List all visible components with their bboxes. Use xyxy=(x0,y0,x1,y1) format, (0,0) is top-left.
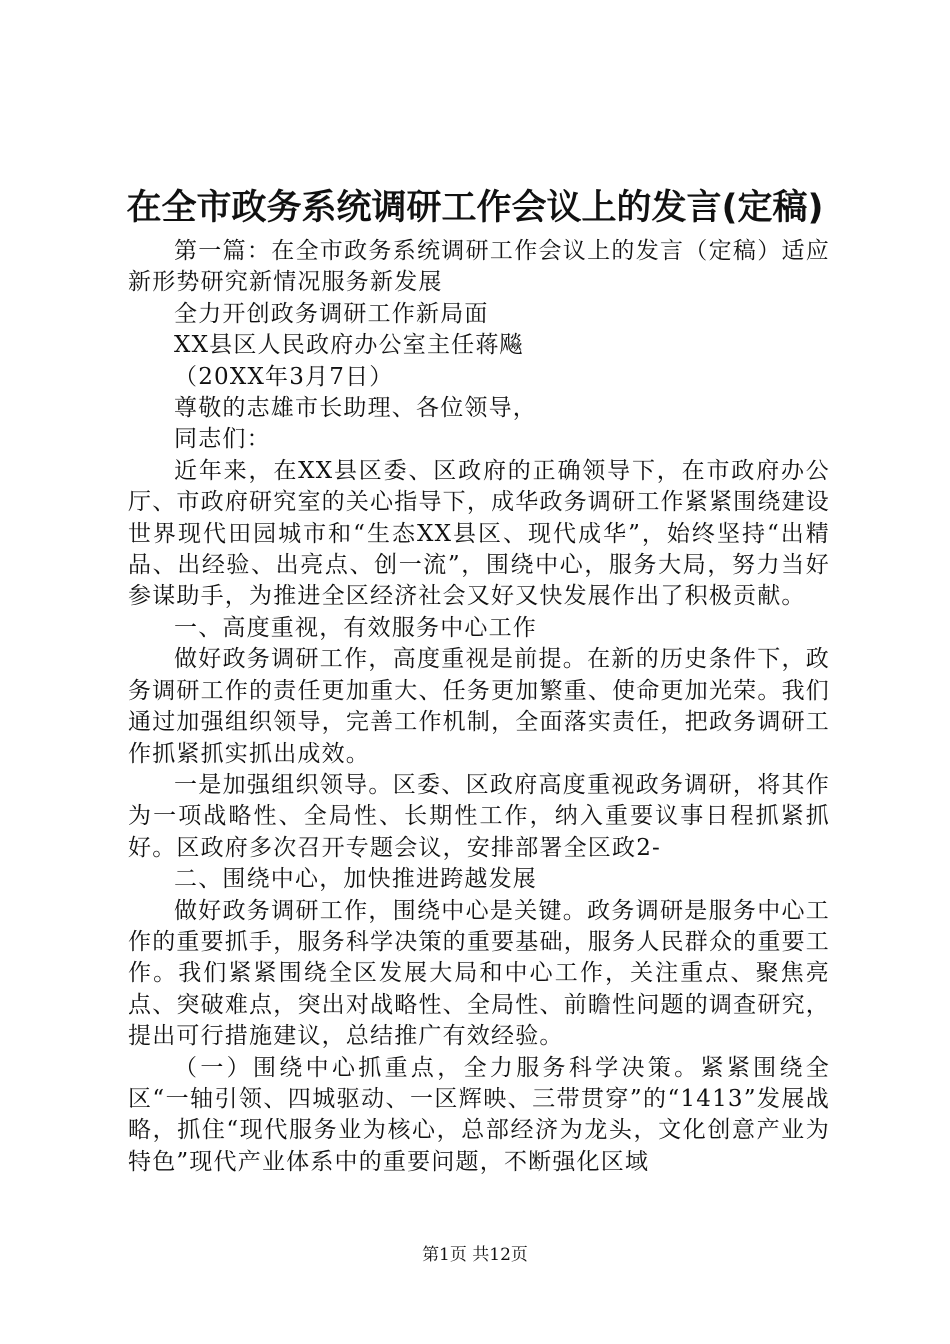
paragraph-12: 做好政务调研工作，围绕中心是关键。政务调研是服务中心工作的重要抓手，服务科学决策的重要基础，服务人民群众的重要工作。我们紧紧围绕全区发展大局和中心工作，关注重点、聚焦亮点、突破难点，突出对战略性、全局性、前瞻性问题的调查研究，提出可行措施建议，总结推广有效经验。 xyxy=(128,897,830,1050)
paragraph-11: 二、围绕中心，加快推进跨越发展 xyxy=(174,866,537,893)
paragraph-6: 同志们： xyxy=(174,426,271,453)
paragraph-5: 尊敬的志雄市长助理、各位领导， xyxy=(174,395,537,422)
paragraph-2: 全力开创政务调研工作新局面 xyxy=(174,300,489,327)
paragraph-7: 近年来，在XX县区委、区政府的正确领导下，在市政府办公厅、市政府研究室的关心指导下，成华政务调研工作紧紧围绕建设世界现代田园城市和“生态XX县区、现代成华”，始终坚持“出精品、出经验、出亮点、创一流”，围绕中心，服务大局，努力当好参谋助手，为推进全区经济社会又好又快发展作出了积极贡献。 xyxy=(128,457,830,610)
document-title: 在全市政务系统调研工作会议上的发言(定稿) xyxy=(126,188,824,228)
page-footer: 第1页 共12页 xyxy=(422,1245,528,1265)
paragraph-3: XX县区人民政府办公室主任蒋飚 xyxy=(174,332,524,359)
document-body xyxy=(128,236,830,1178)
paragraph-13: （一）围绕中心抓重点，全力服务科学决策。紧紧围绕全区“一轴引领、四城驱动、一区辉映、三带贯穿”的“1413”发展战略，抓住“现代服务业为核心，总部经济为龙头，文化创意产业为特色”现代产业体系中的重要问题，不断强化区域 xyxy=(128,1054,830,1175)
paragraph-1: 第一篇：在全市政务系统调研工作会议上的发言（定稿）适应新形势研究新情况服务新发展 xyxy=(128,238,830,296)
paragraph-9: 做好政务调研工作，高度重视是前提。在新的历史条件下，政务调研工作的责任更加重大、任务更加繁重、使命更加光荣。我们通过加强组织领导，完善工作机制，全面落实责任，把政务调研工作抓紧抓实抓出成效。 xyxy=(128,646,830,767)
paragraph-4: （20XX年3月7日） xyxy=(174,363,394,390)
paragraph-10: 一是加强组织领导。区委、区政府高度重视政务调研，将其作为一项战略性、全局性、长期性工作，纳入重要议事日程抓紧抓好。区政府多次召开专题会议，安排部署全区政2- xyxy=(128,771,830,861)
paragraph-8: 一、高度重视，有效服务中心工作 xyxy=(174,614,537,641)
